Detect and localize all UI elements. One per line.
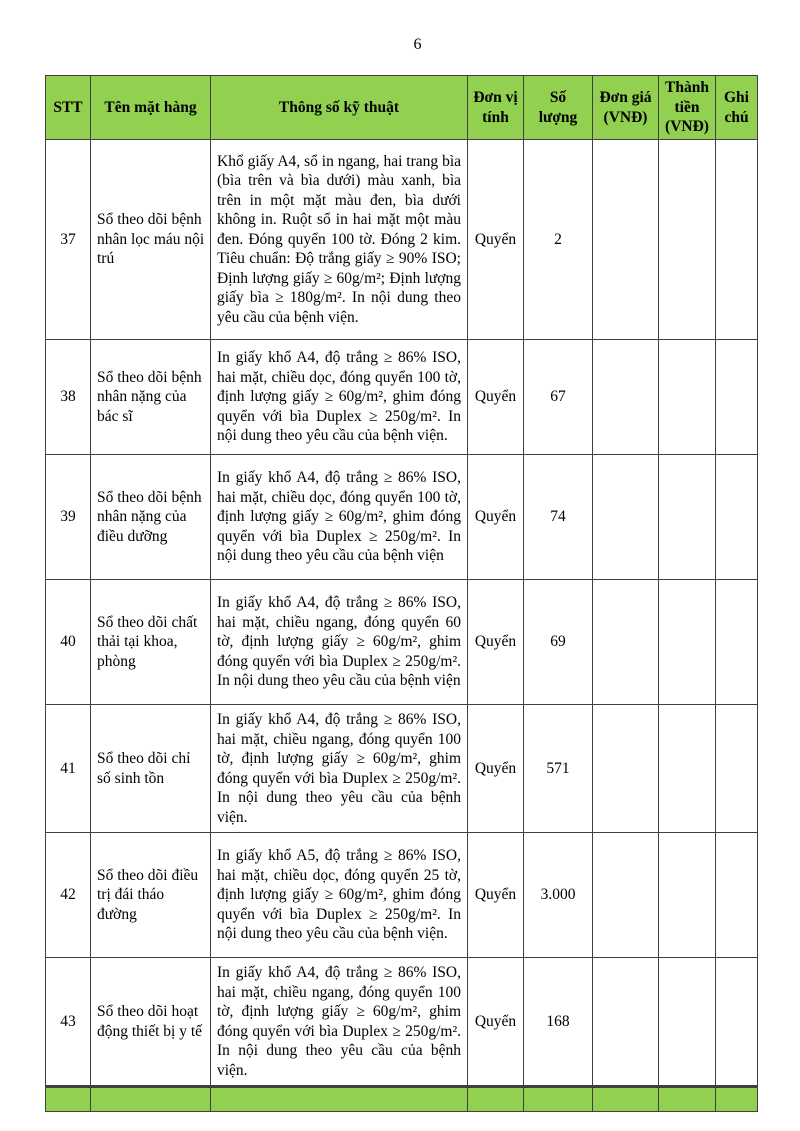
- row-unit: Quyển: [468, 958, 524, 1087]
- row-unit-price: [593, 580, 659, 705]
- row-specs: In giấy khổ A4, độ trắng ≥ 86% ISO, hai mặt, chiều ngang, đóng quyển 100 tờ, định lượng giấy ≥ 60g/m², ghim đóng quyển với bìa Duplex ≥ 250g/m². In nội dung theo yêu cầu của bệnh viện.: [211, 958, 468, 1087]
- row-note: [716, 580, 758, 705]
- row-unit-price: [593, 958, 659, 1087]
- row-unit: Quyển: [468, 455, 524, 580]
- band-cell: [91, 1088, 211, 1112]
- row-item-name: Sổ theo dõi chất thải tại khoa, phòng: [91, 580, 211, 705]
- row-specs: In giấy khổ A5, độ trắng ≥ 86% ISO, hai mặt, chiều dọc, đóng quyển 25 tờ, định lượng giấy ≥ 60g/m², ghim đóng quyển với bìa Duplex ≥ 250g/m². In nội dung theo yêu cầu của bệnh viện.: [211, 833, 468, 958]
- row-item-name: Sổ theo dõi bệnh nhân nặng của điều dưỡng: [91, 455, 211, 580]
- col-header-specs: Thông số kỹ thuật: [211, 76, 468, 140]
- row-unit-price: [593, 140, 659, 340]
- row-stt: 40: [46, 580, 91, 705]
- row-total: [659, 340, 716, 455]
- next-page-row-band: [45, 1087, 758, 1112]
- row-note: [716, 705, 758, 833]
- row-unit-price: [593, 833, 659, 958]
- row-total: [659, 580, 716, 705]
- table-row: [46, 580, 758, 705]
- band-row: [46, 1088, 758, 1112]
- row-total: [659, 958, 716, 1087]
- row-stt: 38: [46, 340, 91, 455]
- row-stt: 43: [46, 958, 91, 1087]
- col-header-item-name: Tên mặt hàng: [91, 76, 211, 140]
- row-unit: Quyển: [468, 580, 524, 705]
- row-stt: 42: [46, 833, 91, 958]
- row-note: [716, 833, 758, 958]
- band-cell: [659, 1088, 716, 1112]
- row-unit: Quyển: [468, 705, 524, 833]
- row-quantity: 3.000: [524, 833, 593, 958]
- row-specs: In giấy khổ A4, độ trắng ≥ 86% ISO, hai mặt, chiều ngang, đóng quyển 100 tờ, định lượng giấy ≥ 60g/m², ghim đóng quyển với bìa Duplex ≥ 250g/m². In nội dung theo yêu cầu của bệnh viện.: [211, 705, 468, 833]
- row-stt: 39: [46, 455, 91, 580]
- row-note: [716, 958, 758, 1087]
- row-item-name: Sổ theo dõi hoạt động thiết bị y tế: [91, 958, 211, 1087]
- col-header-unit-price: Đơn giá (VNĐ): [593, 76, 659, 140]
- band-cell: [716, 1088, 758, 1112]
- row-total: [659, 140, 716, 340]
- row-quantity: 74: [524, 455, 593, 580]
- header-row: [46, 76, 758, 140]
- row-quantity: 168: [524, 958, 593, 1087]
- table-row: [46, 140, 758, 340]
- row-unit: Quyển: [468, 340, 524, 455]
- row-unit-price: [593, 705, 659, 833]
- page-number: 6: [413, 36, 422, 53]
- table-row: [46, 833, 758, 958]
- col-header-unit: Đơn vị tính: [468, 76, 524, 140]
- row-specs: In giấy khổ A4, độ trắng ≥ 86% ISO, hai mặt, chiều ngang, đóng quyển 60 tờ, định lượng giấy ≥ 60g/m², ghim đóng quyển với bìa Duplex ≥ 250g/m². In nội dung theo yêu cầu của bệnh viện: [211, 580, 468, 705]
- row-unit: Quyển: [468, 140, 524, 340]
- row-item-name: Sổ theo dõi điều trị đái tháo đường: [91, 833, 211, 958]
- col-header-total: Thành tiền (VNĐ): [659, 76, 716, 140]
- row-stt: 37: [46, 140, 91, 340]
- row-quantity: 2: [524, 140, 593, 340]
- band-cell: [524, 1088, 593, 1112]
- row-total: [659, 455, 716, 580]
- band-cell: [46, 1088, 91, 1112]
- table-row: [46, 455, 758, 580]
- row-note: [716, 140, 758, 340]
- row-specs: Khổ giấy A4, sổ in ngang, hai trang bìa (bìa trên và bìa dưới) màu xanh, bìa trên in một mặt màu đen, bìa dưới không in. Ruột sổ in hai mặt một màu đen. Đóng quyển 100 tờ. Đóng 2 kim. Tiêu chuẩn: Độ trắng giấy ≥ 90% ISO; Định lượng giấy ≥ 60g/m²; Định lượng giấy bìa ≥ 180g/m². In nội dung theo yêu cầu của bệnh viện.: [211, 140, 468, 340]
- col-header-stt: STT: [46, 76, 91, 140]
- band-cell: [593, 1088, 659, 1112]
- col-header-note: Ghi chú: [716, 76, 758, 140]
- items-table: [45, 75, 758, 1087]
- band-cell: [468, 1088, 524, 1112]
- row-item-name: Sổ theo dõi bệnh nhân nặng của bác sĩ: [91, 340, 211, 455]
- row-quantity: 571: [524, 705, 593, 833]
- row-item-name: Sổ theo dõi bệnh nhân lọc máu nội trú: [91, 140, 211, 340]
- row-specs: In giấy khổ A4, độ trắng ≥ 86% ISO, hai mặt, chiều dọc, đóng quyển 100 tờ, định lượng giấy ≥ 60g/m², ghim đóng quyển với bìa Duplex ≥ 250g/m². In nội dung theo yêu cầu của bệnh viện: [211, 455, 468, 580]
- table-row: [46, 958, 758, 1087]
- row-quantity: 69: [524, 580, 593, 705]
- row-specs: In giấy khổ A4, độ trắng ≥ 86% ISO, hai mặt, chiều dọc, đóng quyển 100 tờ, định lượng giấy ≥ 60g/m², ghim đóng quyển với bìa Duplex ≥ 250g/m². In nội dung theo yêu cầu của bệnh viện.: [211, 340, 468, 455]
- band-cell: [211, 1088, 468, 1112]
- row-unit-price: [593, 340, 659, 455]
- row-quantity: 67: [524, 340, 593, 455]
- row-item-name: Sổ theo dõi chỉ số sinh tồn: [91, 705, 211, 833]
- row-total: [659, 705, 716, 833]
- table-row: [46, 340, 758, 455]
- col-header-quantity: Số lượng: [524, 76, 593, 140]
- row-stt: 41: [46, 705, 91, 833]
- row-unit-price: [593, 455, 659, 580]
- row-total: [659, 833, 716, 958]
- row-note: [716, 340, 758, 455]
- row-note: [716, 455, 758, 580]
- row-unit: Quyển: [468, 833, 524, 958]
- table-row: [46, 705, 758, 833]
